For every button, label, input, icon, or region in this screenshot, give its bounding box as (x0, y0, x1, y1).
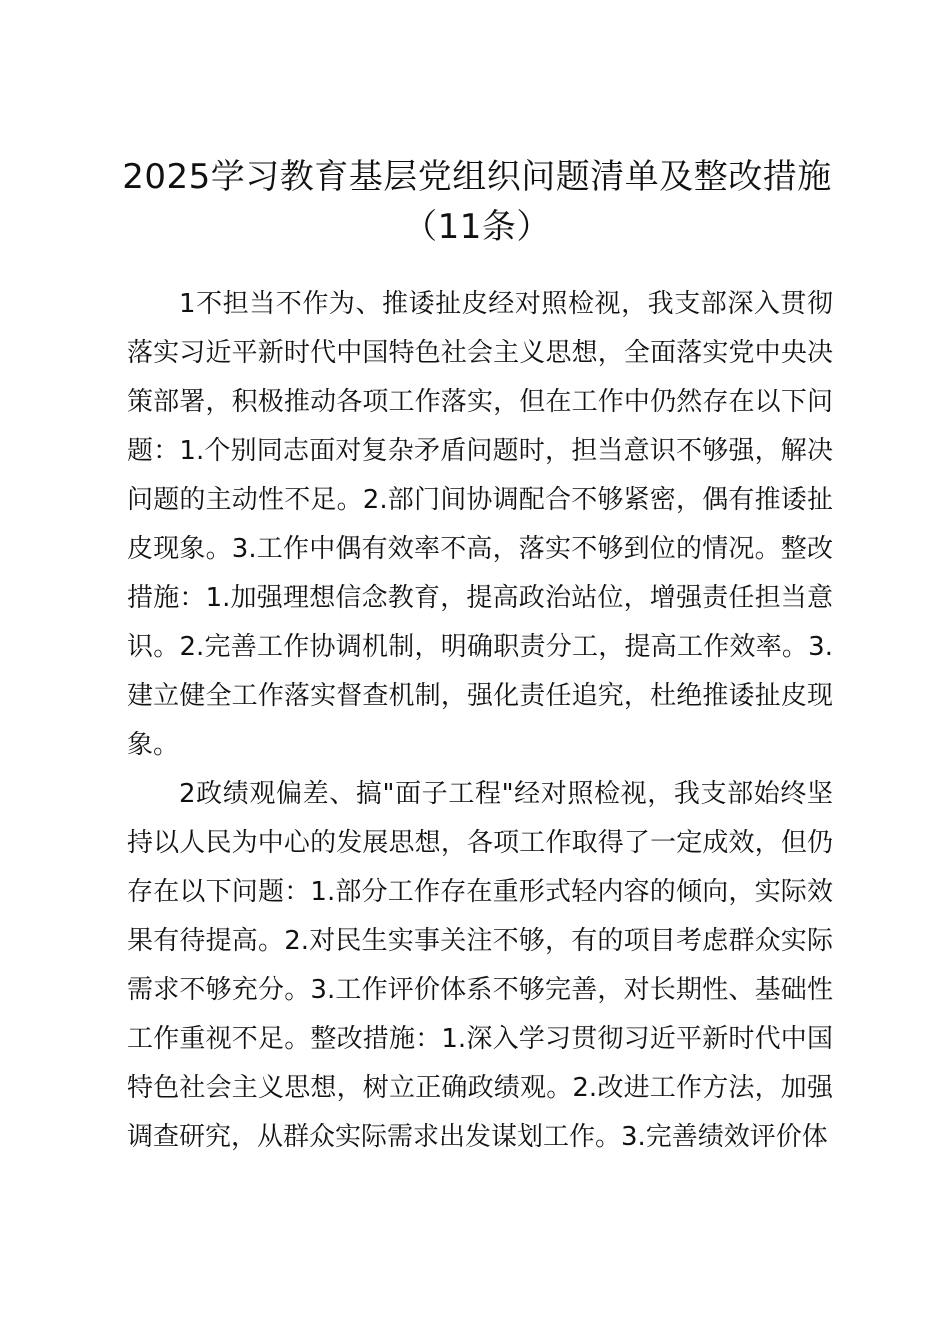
document-title: 2025学习教育基层党组织问题清单及整改措施（11条） (122, 157, 832, 247)
document-body (127, 280, 833, 1162)
paragraph-2: 2政绩观偏差、搞"面子工程"经对照检视，我支部始终坚持以人民为中心的发展思想，各项工作取得了一定成效，但仍存在以下问题：1.部分工作存在重形式轻内容的倾向，实际效果有待提高。2.对民生实事关注不够，有的项目考虑群众实际需求不够充分。3.工作评价体系不够完善，对长期性、基础性工作重视不足。整改措施：1.深入学习贯彻习近平新时代中国特色社会主义思想，树立正确政绩观。2.改进工作方法，加强调查研究，从群众实际需求出发谋划工作。3.完善绩效评价体 (127, 779, 833, 1152)
paragraph-1: 1不担当不作为、推诿扯皮经对照检视，我支部深入贯彻落实习近平新时代中国特色社会主义思想，全面落实党中央决策部署，积极推动各项工作落实，但在工作中仍然存在以下问题：1.个别同志面对复杂矛盾问题时，担当意识不够强，解决问题的主动性不足。2.部门间协调配合不够紧密，偶有推诿扯皮现象。3.工作中偶有效率不高，落实不够到位的情况。整改措施：1.加强理想信念教育，提高政治站位，增强责任担当意识。2.完善工作协调机制，明确职责分工，提高工作效率。3.建立健全工作落实督查机制，强化责任追究，杜绝推诿扯皮现象。 (127, 289, 833, 760)
